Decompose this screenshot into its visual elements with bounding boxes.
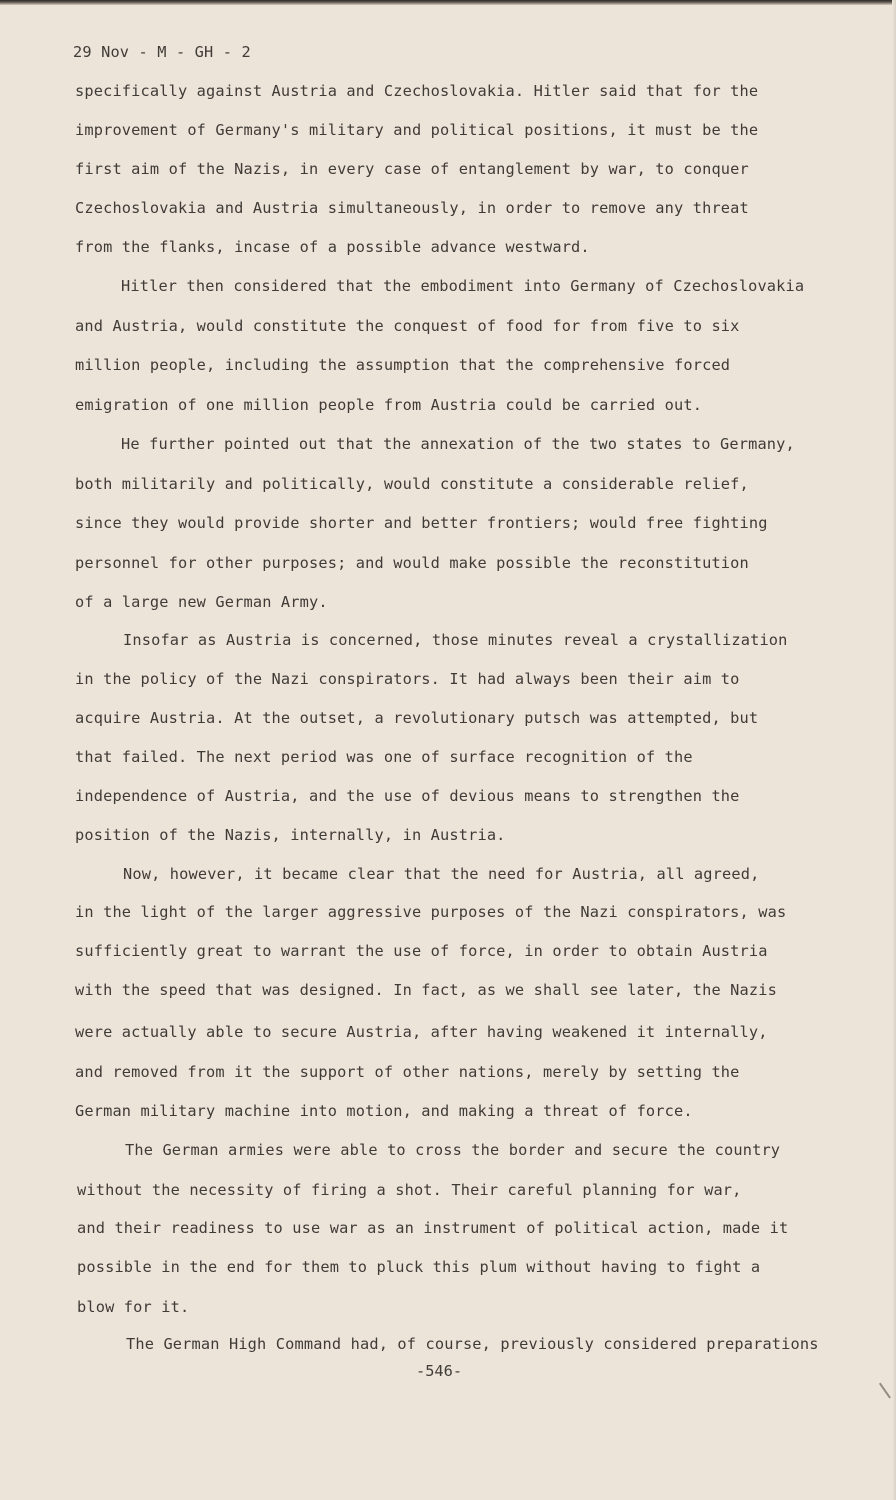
- body-line-25: were actually able to secure Austria, after having weakened it internally,: [75, 1023, 768, 1041]
- body-line-32: blow for it.: [77, 1298, 190, 1316]
- body-line-10: He further pointed out that the annexation of the two states to Germany,: [121, 435, 795, 453]
- body-line-01: specifically against Austria and Czechoslovakia. Hitler said that for the: [75, 82, 759, 100]
- body-line-33: The German High Command had, of course, previously considered preparations: [126, 1335, 819, 1353]
- body-line-28: The German armies were able to cross the border and secure the country: [125, 1141, 781, 1159]
- body-line-27: German military machine into motion, and making a threat of force.: [75, 1102, 693, 1120]
- body-line-13: personnel for other purposes; and would make possible the reconstitution: [75, 554, 749, 572]
- body-line-04: Czechoslovakia and Austria simultaneously, in order to remove any threat: [75, 199, 749, 217]
- body-line-06: Hitler then considered that the embodiment into Germany of Czechoslovakia: [121, 277, 805, 295]
- pencil-mark-icon: [869, 1383, 891, 1406]
- body-line-22: in the light of the larger aggressive purposes of the Nazi conspirators, was: [75, 903, 787, 921]
- body-line-17: acquire Austria. At the outset, a revolutionary putsch was attempted, but: [75, 709, 759, 727]
- body-line-16: in the policy of the Nazi conspirators. It had always been their aim to: [75, 670, 740, 688]
- body-line-02: improvement of Germany's military and political positions, it must be the: [75, 121, 759, 139]
- body-line-11: both militarily and politically, would constitute a considerable relief,: [75, 475, 749, 493]
- body-line-26: and removed from it the support of other nations, merely by setting the: [75, 1063, 740, 1081]
- page-right-edge: [892, 0, 896, 1500]
- body-line-05: from the flanks, incase of a possible advance westward.: [75, 238, 590, 256]
- body-line-08: million people, including the assumption that the comprehensive forced: [75, 356, 731, 374]
- body-line-07: and Austria, would constitute the conquest of food for from five to six: [75, 317, 740, 335]
- body-line-23: sufficiently great to warrant the use of force, in order to obtain Austria: [75, 942, 768, 960]
- body-line-29: without the necessity of firing a shot. Their careful planning for war,: [77, 1181, 742, 1199]
- body-line-21: Now, however, it became clear that the need for Austria, all agreed,: [123, 865, 760, 883]
- body-line-24: with the speed that was designed. In fact, as we shall see later, the Nazis: [75, 981, 777, 999]
- body-line-18: that failed. The next period was one of surface recognition of the: [75, 748, 693, 766]
- body-line-12: since they would provide shorter and better frontiers; would free fighting: [75, 514, 768, 532]
- body-line-09: emigration of one million people from Austria could be carried out.: [75, 396, 703, 414]
- body-line-30: and their readiness to use war as an instrument of political action, made it: [77, 1219, 789, 1237]
- body-line-19: independence of Austria, and the use of devious means to strengthen the: [75, 787, 740, 805]
- page-top-edge: [0, 0, 896, 5]
- body-line-15: Insofar as Austria is concerned, those minutes reveal a crystallization: [123, 631, 788, 649]
- page-header: 29 Nov - M - GH - 2: [73, 43, 251, 61]
- body-line-03: first aim of the Nazis, in every case of entanglement by war, to conquer: [75, 160, 749, 178]
- body-line-20: position of the Nazis, internally, in Austria.: [75, 826, 506, 844]
- body-line-14: of a large new German Army.: [75, 593, 328, 611]
- page-number: -546-: [416, 1362, 463, 1380]
- body-line-31: possible in the end for them to pluck this plum without having to fight a: [77, 1258, 761, 1276]
